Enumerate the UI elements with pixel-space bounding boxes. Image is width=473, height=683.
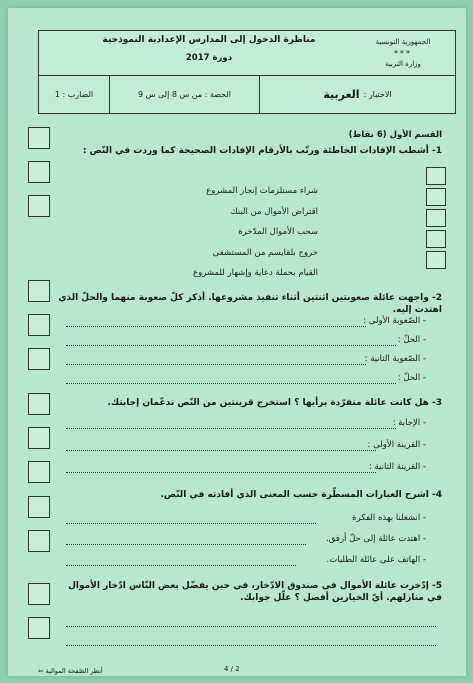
q4-label: - اهتدت عائلة إلى حلّ أرفق.	[326, 534, 426, 544]
ministry-label: وزارة التربية	[385, 60, 421, 68]
question-3: 3- هل كانت عائلة متفرّدة برأيها ؟ استخرج قرينتين من النّص تدعّمان إجابتك.	[107, 398, 442, 408]
score-box[interactable]	[28, 161, 50, 183]
q1-item-box[interactable]	[426, 209, 446, 227]
score-box[interactable]	[28, 280, 50, 302]
question-2: 2- واجهت عائلة صعوبتين اثنتين أثناء تنفيذ مشروعها. أذكر كلّ صعوبة منهما والحلّ الذي اهتدت إليه.	[58, 293, 442, 315]
answer-line[interactable]	[66, 565, 296, 566]
question-5: 5- إدّخرت عائلة الأموال في صندوق الادّخار، في حين يفضّل بعض النّاس ادّخار الأموال في منازلهم. أيّ الخيارين أفضل ؟ علّل جوابك.	[68, 581, 442, 603]
score-box[interactable]	[28, 348, 50, 370]
exam-title: مناظرة الدخول إلى المدارس الإعدادية النموذجية	[102, 35, 316, 45]
answer-line[interactable]	[66, 450, 376, 451]
next-page-label: أنظر الصّفحة الموالية	[45, 667, 103, 675]
republic-label: الجمهورية التونسية	[375, 38, 431, 46]
q3-label: - القرينة الأولى :	[367, 440, 426, 450]
header-bottom-row	[39, 76, 455, 113]
answer-line[interactable]	[66, 383, 396, 384]
q1-item-box[interactable]	[426, 188, 446, 206]
answer-line[interactable]	[66, 345, 396, 346]
time-slot: الحصة : من س 8 إلى س 9	[109, 76, 259, 113]
q1-item-box[interactable]	[426, 167, 446, 185]
page-number: 4 / 2	[224, 665, 240, 673]
score-box[interactable]	[28, 461, 50, 483]
next-page-note	[38, 667, 103, 675]
q2-label: - الحلّ :	[397, 373, 426, 383]
score-box[interactable]	[28, 583, 50, 605]
q1-item: القيام بحملة دعاية وإشهار للمشروع	[193, 268, 318, 278]
q4-label: - الهاتف على عائلة الطلبات.	[326, 555, 426, 565]
question-1: 1- أشطب الإفادات الخاطئة ورتّب بالأرقام الإفادات الصحيحة كما وردت في النّص :	[82, 146, 442, 156]
subject-cell	[259, 76, 455, 113]
score-box[interactable]	[28, 617, 50, 639]
subject-label: الاختبار :	[363, 90, 392, 99]
answer-line[interactable]	[66, 364, 366, 365]
answer-line[interactable]	[66, 472, 376, 473]
q1-item: خروج بلقايسم من المستشفى	[212, 248, 318, 258]
score-box[interactable]	[28, 496, 50, 518]
answer-line[interactable]	[66, 523, 316, 524]
header-top-row	[39, 31, 455, 76]
section-title: القسم الأول (6 نقاط)	[348, 130, 442, 140]
q1-item-box[interactable]	[426, 230, 446, 248]
q1-item: سحب الأموال المدّخرة	[238, 227, 318, 237]
answer-line[interactable]	[66, 645, 436, 646]
score-box[interactable]	[28, 127, 50, 149]
q3-label: - القرينة الثانية :	[368, 462, 426, 472]
coefficient: الضارب : 1	[54, 90, 94, 99]
q1-item: شراء مستلزمات إنجاز المشروع	[206, 186, 318, 196]
score-box[interactable]	[28, 530, 50, 552]
q2-label: - الصّعوبة الأولى :	[363, 316, 426, 326]
q1-item-box[interactable]	[426, 251, 446, 269]
score-box[interactable]	[28, 427, 50, 449]
answer-line[interactable]	[66, 626, 436, 627]
exam-session: دورة 2017	[185, 53, 233, 63]
arrow-left-icon: ⇐	[38, 667, 44, 675]
answer-line[interactable]	[66, 326, 366, 327]
q4-label: - انشغلنا بهذه الفكرة	[352, 513, 426, 523]
q2-label: - الصّعوبة الثانية :	[364, 354, 426, 364]
exam-header	[38, 30, 456, 114]
subject-name: العربية	[323, 88, 360, 101]
score-box[interactable]	[28, 195, 50, 217]
q3-label: - الإجابة :	[392, 418, 426, 428]
score-box[interactable]	[28, 314, 50, 336]
q2-label: - الحلّ :	[397, 335, 426, 345]
score-box[interactable]	[28, 393, 50, 415]
question-4: 4- اشرح العبارات المسطّرة حسب المعنى الذي أفادته في النّص.	[160, 490, 442, 500]
stars-icon: ***	[394, 49, 412, 58]
exam-page	[8, 8, 466, 676]
q1-item: اقتراض الأموال من البنك	[230, 207, 318, 217]
header-institution	[357, 37, 449, 70]
answer-line[interactable]	[66, 428, 396, 429]
answer-line[interactable]	[66, 544, 306, 545]
